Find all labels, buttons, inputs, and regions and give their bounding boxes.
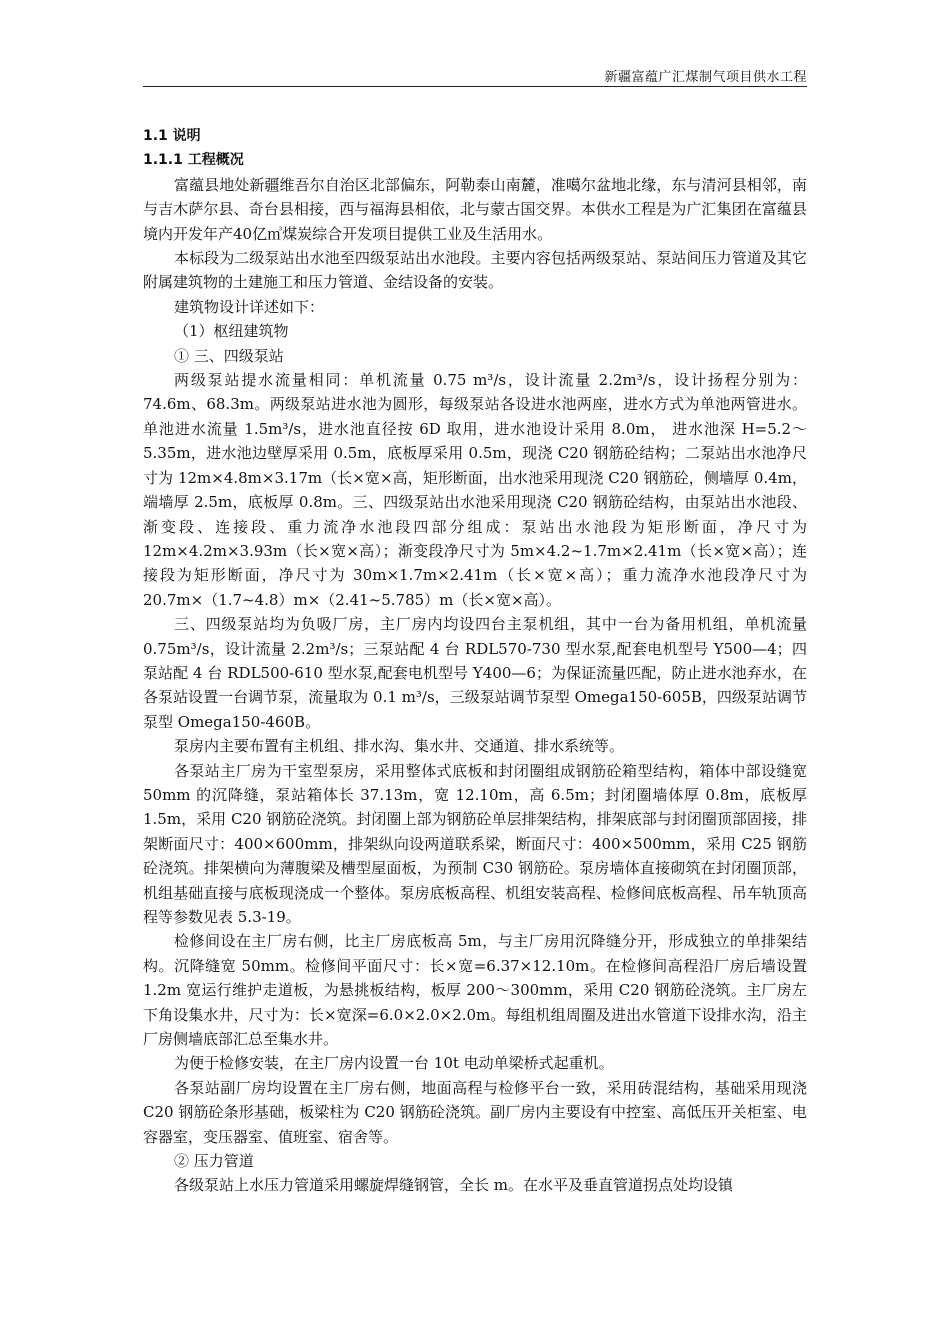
- header-title: 新疆富蕴广汇煤制气项目供水工程: [604, 70, 807, 85]
- list-heading: ① 三、四级泵站: [174, 346, 284, 365]
- paragraph: 各泵站主厂房为干室型泵房，采用整体式底板和封闭圈组成钢筋砼箱型结构，箱体中部设缝宽 50mm 的沉降缝，泵站箱体长 37.13m，宽 12.10m，高 6.5m；封闭圈墙体厚 0.8m，底板厚 1.5m，采用 C20 钢筋砼浇筑。封闭圈上部为钢筋砼单层排架结构，排架底部与封闭圈顶部固接，排架断面尺寸：400×600mm，排架纵向设两道联系梁，断面尺寸：400×500mm，采用 C25 钢筋砼浇筑。排架横向为薄腹梁及槽型屋面板，为预制 C30 钢筋砼。泵房墙体直接砌筑在封闭圈顶部，机组基础直接与底板现浇成一个整体。泵房底板高程、机组安装高程、检修间底板高程、吊车轨顶高程等参数见表 5.3-19。: [143, 761, 807, 926]
- document-body: [143, 124, 807, 1198]
- header-divider: [143, 86, 807, 87]
- paragraph: 富蕴县地处新疆维吾尔自治区北部偏东，阿勒泰山南麓，准噶尔盆地北缘，东与清河县相邻，南与吉木萨尔县、奇台县相接，西与福海县相依，北与蒙古国交界。本供水工程是为广汇集团在富蕴县境内开发年产40亿㎥煤炭综合开发项目提供工业及生活用水。: [143, 175, 807, 243]
- paragraph: 各泵站副厂房均设置在主厂房右侧，地面高程与检修平台一致，采用砖混结构，基础采用现浇 C20 钢筋砼条形基础，板梁柱为 C20 钢筋砼浇筑。副厂房内主要设有中控室、高低压开关柜室、电容器室，变压器室、值班室、宿舍等。: [143, 1078, 807, 1146]
- section-title: 1.1 说明: [143, 128, 201, 144]
- paragraph: 泵房内主要布置有主机组、排水沟、集水井、交通道、排水系统等。: [174, 737, 625, 756]
- list-heading: （1）枢纽建筑物: [174, 322, 289, 341]
- paragraph: 三、四级泵站均为负吸厂房，主厂房内均设四台主泵机组，其中一台为备用机组，单机流量 0.75m³/s，设计流量 2.2m³/s；三泵站配 4 台 RDL570-730 型水泵,配套电机型号 Y500—4；四泵站配 4 台 RDL500-610 型水泵,配套电机型号 Y400—6；为保证流量匹配，防止进水池弃水，在各泵站设置一台调节泵，流量取为 0.1 m³/s，三级泵站调节泵型 Omega150-605B，四级泵站调节泵型 Omega150-460B。: [143, 615, 807, 731]
- paragraph: 为便于检修安装，在主厂房内设置一台 10t 电动单梁桥式起重机。: [174, 1054, 614, 1073]
- subsection-title: 1.1.1 工程概况: [143, 152, 244, 169]
- paragraph: 检修间设在主厂房右侧，比主厂房底板高 5m，与主厂房用沉降缝分开，形成独立的单排架结构。沉降缝宽 50mm。检修间平面尺寸：长×宽=6.37×12.10m。在检修间高程沿厂房后墙设置 1.2m 宽运行维护走道板，为悬挑板结构，板厚 200～300mm，采用 C20 钢筋砼浇筑。主厂房左下角设集水井，尺寸为：长×宽深=6.0×2.0×2.0m。每组机组周圈及进出水管道下设排水沟，沿主厂房侧墙底部汇总至集水井。: [143, 932, 807, 1049]
- paragraph: 建筑物设计详述如下：: [174, 297, 325, 316]
- paragraph: 本标段为二级泵站出水池至四级泵站出水池段。主要内容包括两级泵站、泵站间压力管道及其它附属建筑物的土建施工和压力管道、金结设备的安装。: [143, 249, 807, 292]
- list-heading: ② 压力管道: [174, 1152, 254, 1171]
- paragraph: 各级泵站上水压力管道采用螺旋焊缝钢管，全长 m。在水平及垂直管道拐点处均设镇: [174, 1176, 733, 1195]
- paragraph: 两级泵站提水流量相同：单机流量 0.75 m³/s，设计流量 2.2m³/s，设计扬程分别为：74.6m、68.3m。两级泵站进水池为圆形，每级泵站各设进水池两座，进水方式为单池两管进水。单池进水流量 1.5m³/s，进水池直径按 6D 取用，进水池设计采用 8.0m， 进水池深 H=5.2～5.35m，进水池边壁厚采用 0.5m，底板厚采用 0.5m，现浇 C20 钢筋砼结构；二泵站出水池净尺寸为 12m×4.8m×3.17m（长×宽×高，矩形断面，出水池采用现浇 C20 钢筋砼，侧墙厚 0.4m，端墙厚 2.5m，底板厚 0.8m。三、四级泵站出水池采用现浇 C20 钢筋砼结构，由泵站出水池段、渐变段、连接段、重力流净水池段四部分组成：泵站出水池段为矩形断面，净尺寸为 12m×4.2m×3.93m（长×宽×高）；渐变段净尺寸为 5m×4.2~1.7m×2.41m（长×宽×高）；连接段为矩形断面，净尺寸为 30m×1.7m×2.41m（长×宽×高）；重力流净水池段净尺寸为 20.7m×（1.7~4.8）m×（2.41~5.785）m（长×宽×高）。: [143, 371, 807, 609]
